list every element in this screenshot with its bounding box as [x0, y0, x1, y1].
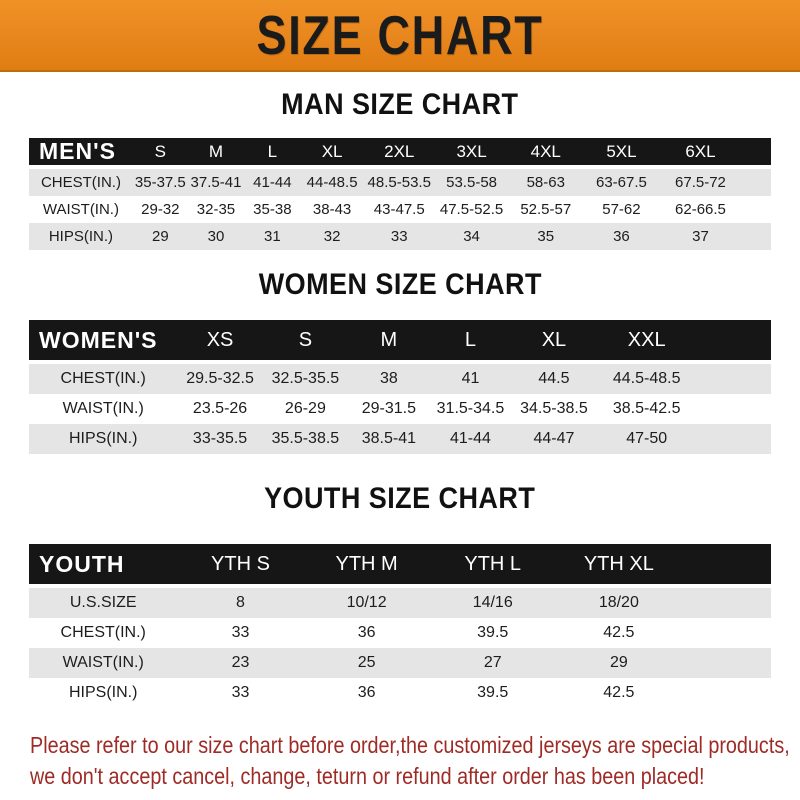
size-cell: 39.5 [430, 618, 556, 648]
size-cell: 41-44 [244, 169, 300, 196]
size-cell-filler [697, 364, 771, 394]
column-header: XL [301, 138, 364, 169]
row-label: WAIST(IN.) [29, 394, 177, 424]
size-cell-filler [741, 169, 771, 196]
size-cell: 42.5 [556, 678, 682, 708]
table-row [29, 618, 771, 648]
column-header: 2XL [364, 138, 435, 169]
size-cell: 42.5 [556, 618, 682, 648]
size-cell: 34.5-38.5 [511, 394, 596, 424]
size-cell: 41 [430, 364, 512, 394]
table-row [29, 364, 771, 394]
table-row [29, 394, 771, 424]
size-cell: 57-62 [583, 196, 659, 223]
size-cell: 31.5-34.5 [430, 394, 512, 424]
size-cell-filler [697, 424, 771, 454]
table-row [29, 196, 771, 223]
size-cell: 52.5-57 [508, 196, 583, 223]
column-header: YTH L [430, 544, 556, 588]
table-row [29, 588, 771, 618]
column-header-filler [741, 138, 771, 169]
size-cell: 35-37.5 [133, 169, 188, 196]
youth-size-table [29, 544, 771, 708]
size-cell-filler [697, 394, 771, 424]
column-header-filler [682, 544, 771, 588]
row-label: CHEST(IN.) [29, 364, 177, 394]
size-cell: 44-47 [511, 424, 596, 454]
size-cell-filler [682, 618, 771, 648]
column-header: YTH S [177, 544, 303, 588]
size-cell: 48.5-53.5 [364, 169, 435, 196]
size-cell: 31 [244, 223, 300, 250]
women-section-heading [0, 250, 800, 320]
size-cell: 33-35.5 [177, 424, 262, 454]
column-header-filler [697, 320, 771, 364]
size-cell: 25 [304, 648, 430, 678]
size-cell: 18/20 [556, 588, 682, 618]
size-cell: 26-29 [263, 394, 348, 424]
row-label: WAIST(IN.) [29, 196, 133, 223]
column-header: XXL [597, 320, 697, 364]
size-cell: 38.5-42.5 [597, 394, 697, 424]
table-row [29, 648, 771, 678]
size-cell: 29-31.5 [348, 394, 430, 424]
row-label: HIPS(IN.) [29, 223, 133, 250]
row-label: CHEST(IN.) [29, 169, 133, 196]
size-cell: 39.5 [430, 678, 556, 708]
size-cell: 35 [508, 223, 583, 250]
size-cell: 27 [430, 648, 556, 678]
size-cell: 14/16 [430, 588, 556, 618]
size-cell: 33 [364, 223, 435, 250]
size-cell: 30 [188, 223, 244, 250]
size-cell: 8 [177, 588, 303, 618]
size-cell: 38 [348, 364, 430, 394]
size-cell: 33 [177, 618, 303, 648]
column-header: S [263, 320, 348, 364]
youth-table-title: YOUTH [29, 544, 177, 588]
column-header: 3XL [435, 138, 508, 169]
size-cell: 23 [177, 648, 303, 678]
size-cell-filler [682, 678, 771, 708]
table-row [29, 424, 771, 454]
youth-section-heading [0, 454, 800, 544]
size-cell: 67.5-72 [660, 169, 742, 196]
size-cell: 36 [583, 223, 659, 250]
table-header-row [29, 544, 771, 588]
size-cell: 35-38 [244, 196, 300, 223]
size-cell: 35.5-38.5 [263, 424, 348, 454]
size-cell: 32-35 [188, 196, 244, 223]
youth-heading-text: YOUTH SIZE CHART [264, 482, 536, 515]
size-cell: 23.5-26 [177, 394, 262, 424]
men-section-heading [0, 72, 800, 138]
size-cell: 38-43 [301, 196, 364, 223]
column-header: YTH M [304, 544, 430, 588]
row-label: HIPS(IN.) [29, 424, 177, 454]
women-size-table [29, 320, 771, 454]
size-cell: 29 [556, 648, 682, 678]
size-cell: 43-47.5 [364, 196, 435, 223]
size-cell: 36 [304, 678, 430, 708]
size-cell-filler [682, 648, 771, 678]
size-cell: 36 [304, 618, 430, 648]
column-header: 5XL [583, 138, 659, 169]
column-header: 4XL [508, 138, 583, 169]
size-cell: 34 [435, 223, 508, 250]
men-table-title: MEN'S [29, 138, 133, 169]
size-cell: 29 [133, 223, 188, 250]
size-cell: 32.5-35.5 [263, 364, 348, 394]
men-heading-text: MAN SIZE CHART [281, 88, 519, 121]
table-header-row [29, 138, 771, 169]
column-header: M [188, 138, 244, 169]
size-chart-title: SIZE CHART [256, 4, 544, 66]
column-header: S [133, 138, 188, 169]
column-header: 6XL [660, 138, 742, 169]
size-cell: 44.5-48.5 [597, 364, 697, 394]
table-header-row [29, 320, 771, 364]
row-label: CHEST(IN.) [29, 618, 177, 648]
size-cell: 29.5-32.5 [177, 364, 262, 394]
size-cell: 47-50 [597, 424, 697, 454]
column-header: M [348, 320, 430, 364]
column-header: YTH XL [556, 544, 682, 588]
size-cell: 33 [177, 678, 303, 708]
size-chart-banner [0, 0, 800, 72]
column-header: XL [511, 320, 596, 364]
column-header: L [430, 320, 512, 364]
row-label: HIPS(IN.) [29, 678, 177, 708]
footer-note-line2: we don't accept cancel, change, teturn or refund after order has been placed! [30, 763, 705, 789]
footer-note-line1: Please refer to our size chart before order,the customized jerseys are special products, [30, 732, 790, 758]
footer-note [0, 708, 800, 792]
table-row [29, 169, 771, 196]
size-cell: 41-44 [430, 424, 512, 454]
size-cell: 62-66.5 [660, 196, 742, 223]
size-cell: 63-67.5 [583, 169, 659, 196]
column-header: XS [177, 320, 262, 364]
size-cell: 32 [301, 223, 364, 250]
size-cell: 37.5-41 [188, 169, 244, 196]
size-cell: 47.5-52.5 [435, 196, 508, 223]
size-cell: 37 [660, 223, 742, 250]
size-cell-filler [741, 223, 771, 250]
size-cell-filler [741, 196, 771, 223]
men-size-table [29, 138, 771, 250]
size-cell: 53.5-58 [435, 169, 508, 196]
size-cell: 44-48.5 [301, 169, 364, 196]
women-heading-text: WOMEN SIZE CHART [258, 268, 542, 301]
row-label: U.S.SIZE [29, 588, 177, 618]
table-row [29, 678, 771, 708]
size-cell: 10/12 [304, 588, 430, 618]
size-cell: 58-63 [508, 169, 583, 196]
women-table-title: WOMEN'S [29, 320, 177, 364]
size-cell-filler [682, 588, 771, 618]
size-cell: 29-32 [133, 196, 188, 223]
column-header: L [244, 138, 300, 169]
row-label: WAIST(IN.) [29, 648, 177, 678]
table-row [29, 223, 771, 250]
size-cell: 38.5-41 [348, 424, 430, 454]
size-cell: 44.5 [511, 364, 596, 394]
